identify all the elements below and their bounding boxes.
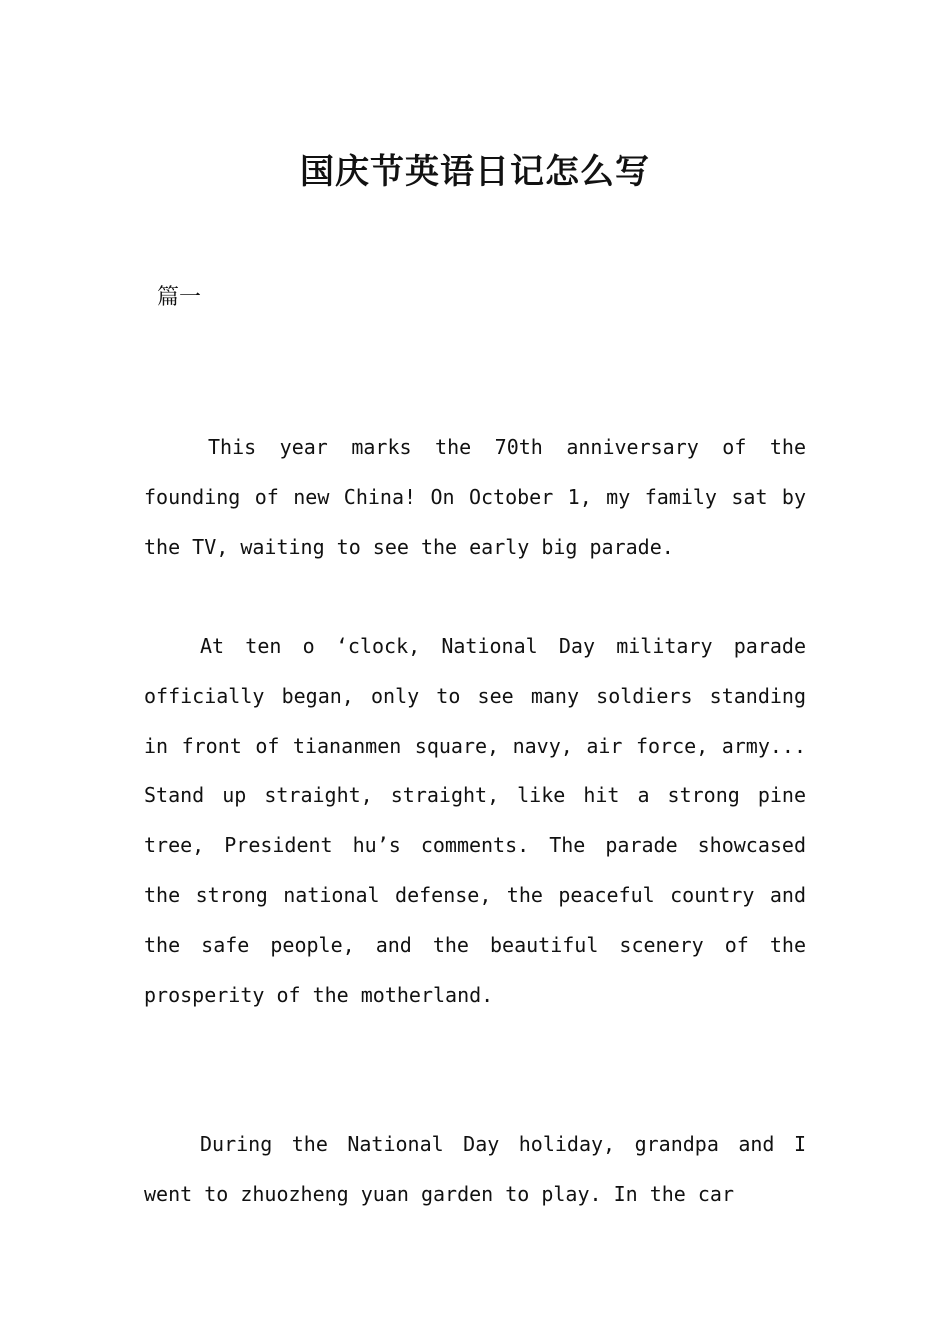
paragraph-1: This year marks the 70th anniversary of the founding of new China! On October 1, my family sat by the TV, waiting to see the early big parade. (144, 435, 806, 559)
section-label: 篇一 (157, 285, 202, 310)
paragraph-2: At ten o ‘clock, National Day military parade officially began, only to see many soldiers standing in front of tiananmen square, navy, air force, army... Stand up straight, straight, like hit a strong pine tree, President hu’s comments. The parade showcased the strong national defense, the peaceful country and the safe people, and the beautiful scenery of the prosperity of the motherland. (144, 634, 806, 1007)
paragraph-3: During the National Day holiday, grandpa and I went to zhuozheng yuan garden to play. In the car (144, 1132, 806, 1206)
page-title: 国庆节英语日记怎么写 (300, 151, 650, 192)
